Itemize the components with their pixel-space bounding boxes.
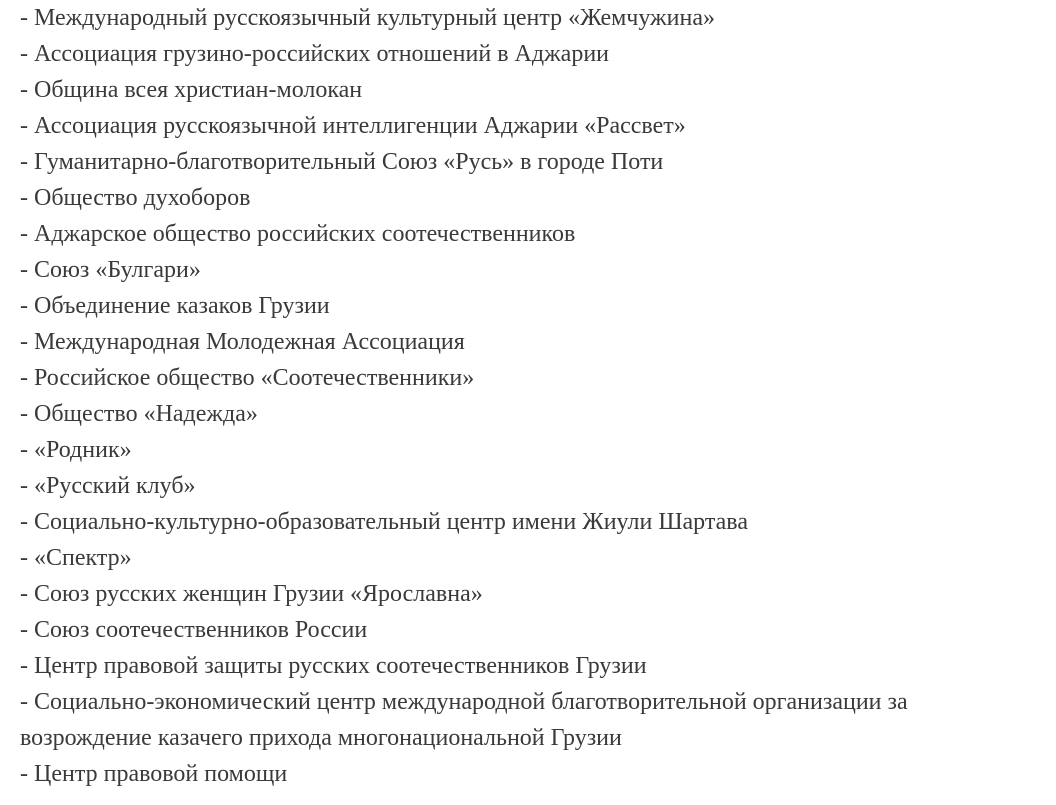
list-item: - «Спектр» <box>20 545 132 571</box>
list-item: - Центр правовой помощи <box>20 761 288 787</box>
list-item: - Общество духоборов <box>20 185 251 211</box>
list-item: - Международный русскоязычный культурный центр «Жемчужина» <box>20 5 715 31</box>
list-item: - Союз «Булгари» <box>20 257 201 283</box>
list-item: - Гуманитарно-благотворительный Союз «Русь» в городе Поти <box>20 149 664 175</box>
list-item: - Объединение казаков Грузии <box>20 293 330 319</box>
list-item: - Международная Молодежная Ассоциация <box>20 329 465 355</box>
list-item: - Община всея христиан-молокан <box>20 77 363 103</box>
list-item: - Аджарское общество российских соотечественников <box>20 221 576 247</box>
list-item: - Союз соотечественников России <box>20 617 368 643</box>
list-item: - Союз русских женщин Грузии «Ярославна» <box>20 581 483 607</box>
list-item: - Социально-экономический центр международной благотворительной организации за возрождение казачего прихода многонациональной Грузии <box>20 689 908 751</box>
organization-list <box>20 0 1040 792</box>
list-item: - Ассоциация русскоязычной интеллигенции Аджарии «Рассвет» <box>20 113 686 139</box>
list-item: - Социально-культурно-образовательный центр имени Жиули Шартава <box>20 509 748 535</box>
list-item: - Центр правовой защиты русских соотечественников Грузии <box>20 653 647 679</box>
list-item: - Ассоциация грузино-российских отношений в Аджарии <box>20 41 610 67</box>
list-item: - Российское общество «Соотечественники» <box>20 365 475 391</box>
list-item: - «Русский клуб» <box>20 473 196 499</box>
list-item: - Общество «Надежда» <box>20 401 258 427</box>
list-item: - «Родник» <box>20 437 132 463</box>
